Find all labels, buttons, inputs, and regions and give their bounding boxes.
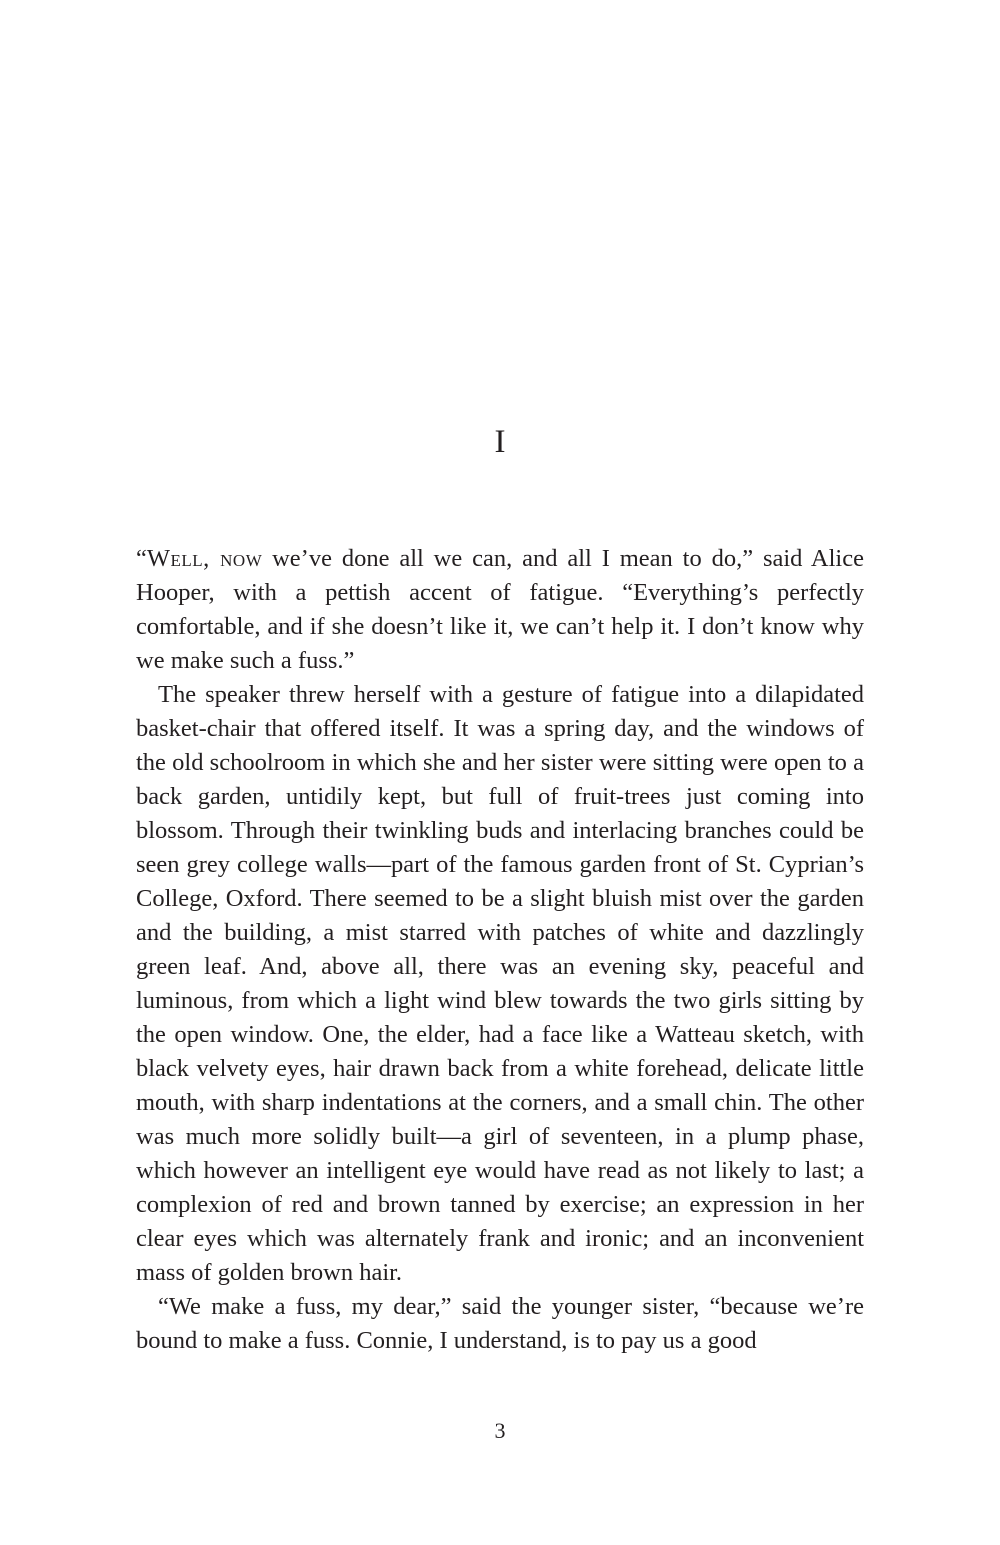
paragraph-1 <box>136 542 864 678</box>
chapter-body <box>136 542 864 1358</box>
paragraph-1-text: we’ve done all we can, and all I mean to do,” said Alice Hooper, with a pettish accent of fatigue. “Everything’s perfectly comfortable, and if she doesn’t like it, we can’t help it. I don’t know why we make such a fuss.” <box>136 545 864 674</box>
paragraph-1-open-quote: “ <box>136 545 147 572</box>
chapter-heading: I <box>494 424 506 461</box>
paragraph-1-lead-caps: Well, now <box>146 545 263 572</box>
paragraph-2: The speaker threw herself with a gesture of fatigue into a dilapidated basket-chair that offered itself. It was a spring day, and the windows of the old schoolroom in which she and her sister were sitting were open to a back garden, untidily kept, but full of fruit-trees just coming into blossom. Through their twinkling buds and interlacing branches could be seen grey college walls—part of the famous garden front of St. Cyprian’s College, Oxford. There seemed to be a slight bluish mist over the garden and the building, a mist starred with patches of white and dazzlingly green leaf. And, above all, there was an evening sky, peaceful and luminous, from which a light wind blew towards the two girls sitting by the open window. One, the elder, had a face like a Watteau sketch, with black velvety eyes, hair drawn back from a white forehead, delicate little mouth, with sharp indentations at the corners, and a small chin. The other was much more solidly built—a girl of seventeen, in a plump phase, which however an intelligent eye would have read as not likely to last; a complexion of red and brown tanned by exercise; an expression in her clear eyes which was alternately frank and ironic; and an inconvenient mass of golden brown hair. <box>136 681 864 1286</box>
paragraph-3: “We make a fuss, my dear,” said the younger sister, “because we’re bound to make a fuss. Connie, I understand, is to pay us a good <box>136 1293 864 1354</box>
page-number: 3 <box>494 1418 506 1443</box>
